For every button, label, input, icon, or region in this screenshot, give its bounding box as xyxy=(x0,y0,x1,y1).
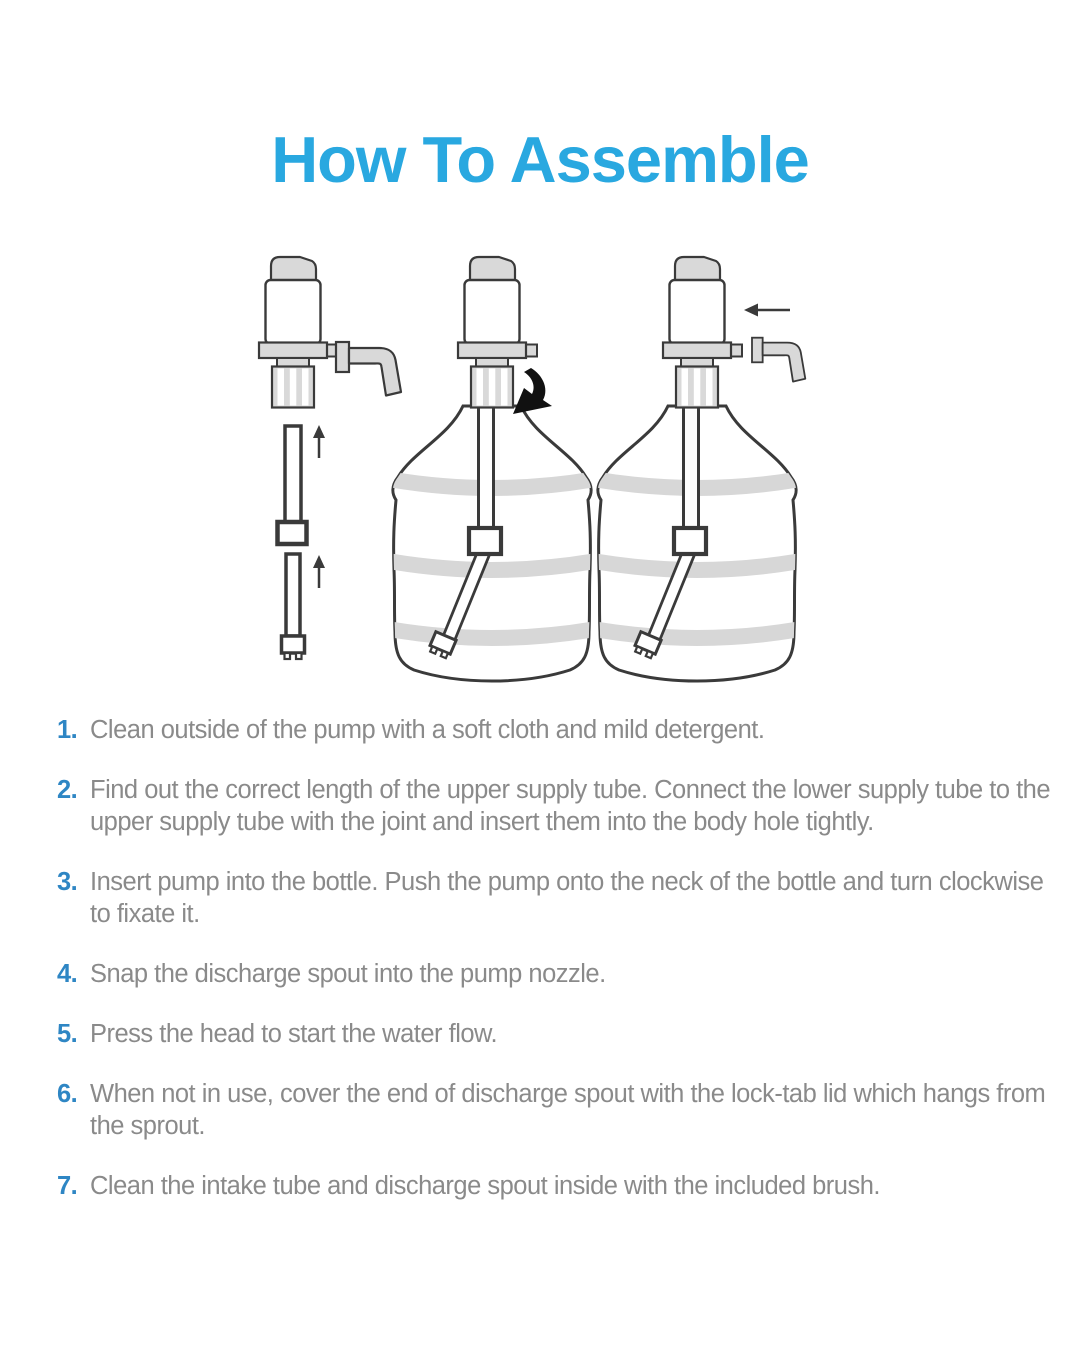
instruction-number: 2. xyxy=(57,776,78,804)
figure-snap-spout xyxy=(593,257,805,681)
instruction-text: Clean the intake tube and discharge spout inside with the included brush. xyxy=(90,1172,880,1200)
page-title: How To Assemble xyxy=(271,123,809,196)
pump-icon xyxy=(458,257,537,408)
instruction-item xyxy=(57,1078,1057,1142)
instruction-item xyxy=(57,866,1057,930)
instruction-text: Clean outside of the pump with a soft cloth and mild detergent. xyxy=(90,716,765,744)
bottle-icon xyxy=(388,398,596,681)
lower-supply-tube xyxy=(286,554,300,636)
bottle-icon xyxy=(593,398,801,681)
instruction-number: 5. xyxy=(57,1020,78,1048)
instruction-item xyxy=(57,1018,1057,1050)
pump-icon xyxy=(663,257,742,408)
instruction-number: 7. xyxy=(57,1172,78,1200)
up-arrow-icon xyxy=(313,555,325,588)
assembly-diagram xyxy=(0,240,1080,700)
left-arrow-icon xyxy=(744,304,790,317)
figure-exploded-pump xyxy=(259,257,401,659)
instruction-number: 1. xyxy=(57,716,78,744)
instruction-number: 3. xyxy=(57,868,78,896)
instruction-text: Snap the discharge spout into the pump nozzle. xyxy=(90,960,606,988)
discharge-spout-icon xyxy=(752,338,805,382)
instruction-item xyxy=(57,714,1057,746)
instruction-item xyxy=(57,958,1057,990)
figure-pump-in-bottle xyxy=(388,257,596,681)
pump-icon xyxy=(259,257,338,408)
tube-joint xyxy=(278,522,307,544)
instruction-text: Press the head to start the water flow. xyxy=(90,1020,498,1048)
discharge-spout-icon xyxy=(336,342,401,396)
assembly-diagram-svg xyxy=(0,240,1080,700)
instruction-text: Insert pump into the bottle. Push the pump onto the neck of the bottle and turn clockwise to fixate it. xyxy=(90,868,1044,928)
instruction-list xyxy=(57,714,1057,1230)
instruction-number: 4. xyxy=(57,960,78,988)
up-arrow-icon xyxy=(313,425,325,458)
instruction-item xyxy=(57,1170,1057,1202)
instruction-text: When not in use, cover the end of discharge spout with the lock-tab lid which hangs from the sprout. xyxy=(90,1080,1046,1140)
upper-supply-tube xyxy=(285,426,301,522)
intake-filter xyxy=(282,636,305,659)
instruction-text: Find out the correct length of the upper supply tube. Connect the lower supply tube to the upper supply tube with the joint and insert them into the body hole tightly. xyxy=(90,776,1051,836)
instruction-number: 6. xyxy=(57,1080,78,1108)
instruction-item xyxy=(57,774,1057,838)
rotate-clockwise-arrow-icon xyxy=(513,368,552,414)
